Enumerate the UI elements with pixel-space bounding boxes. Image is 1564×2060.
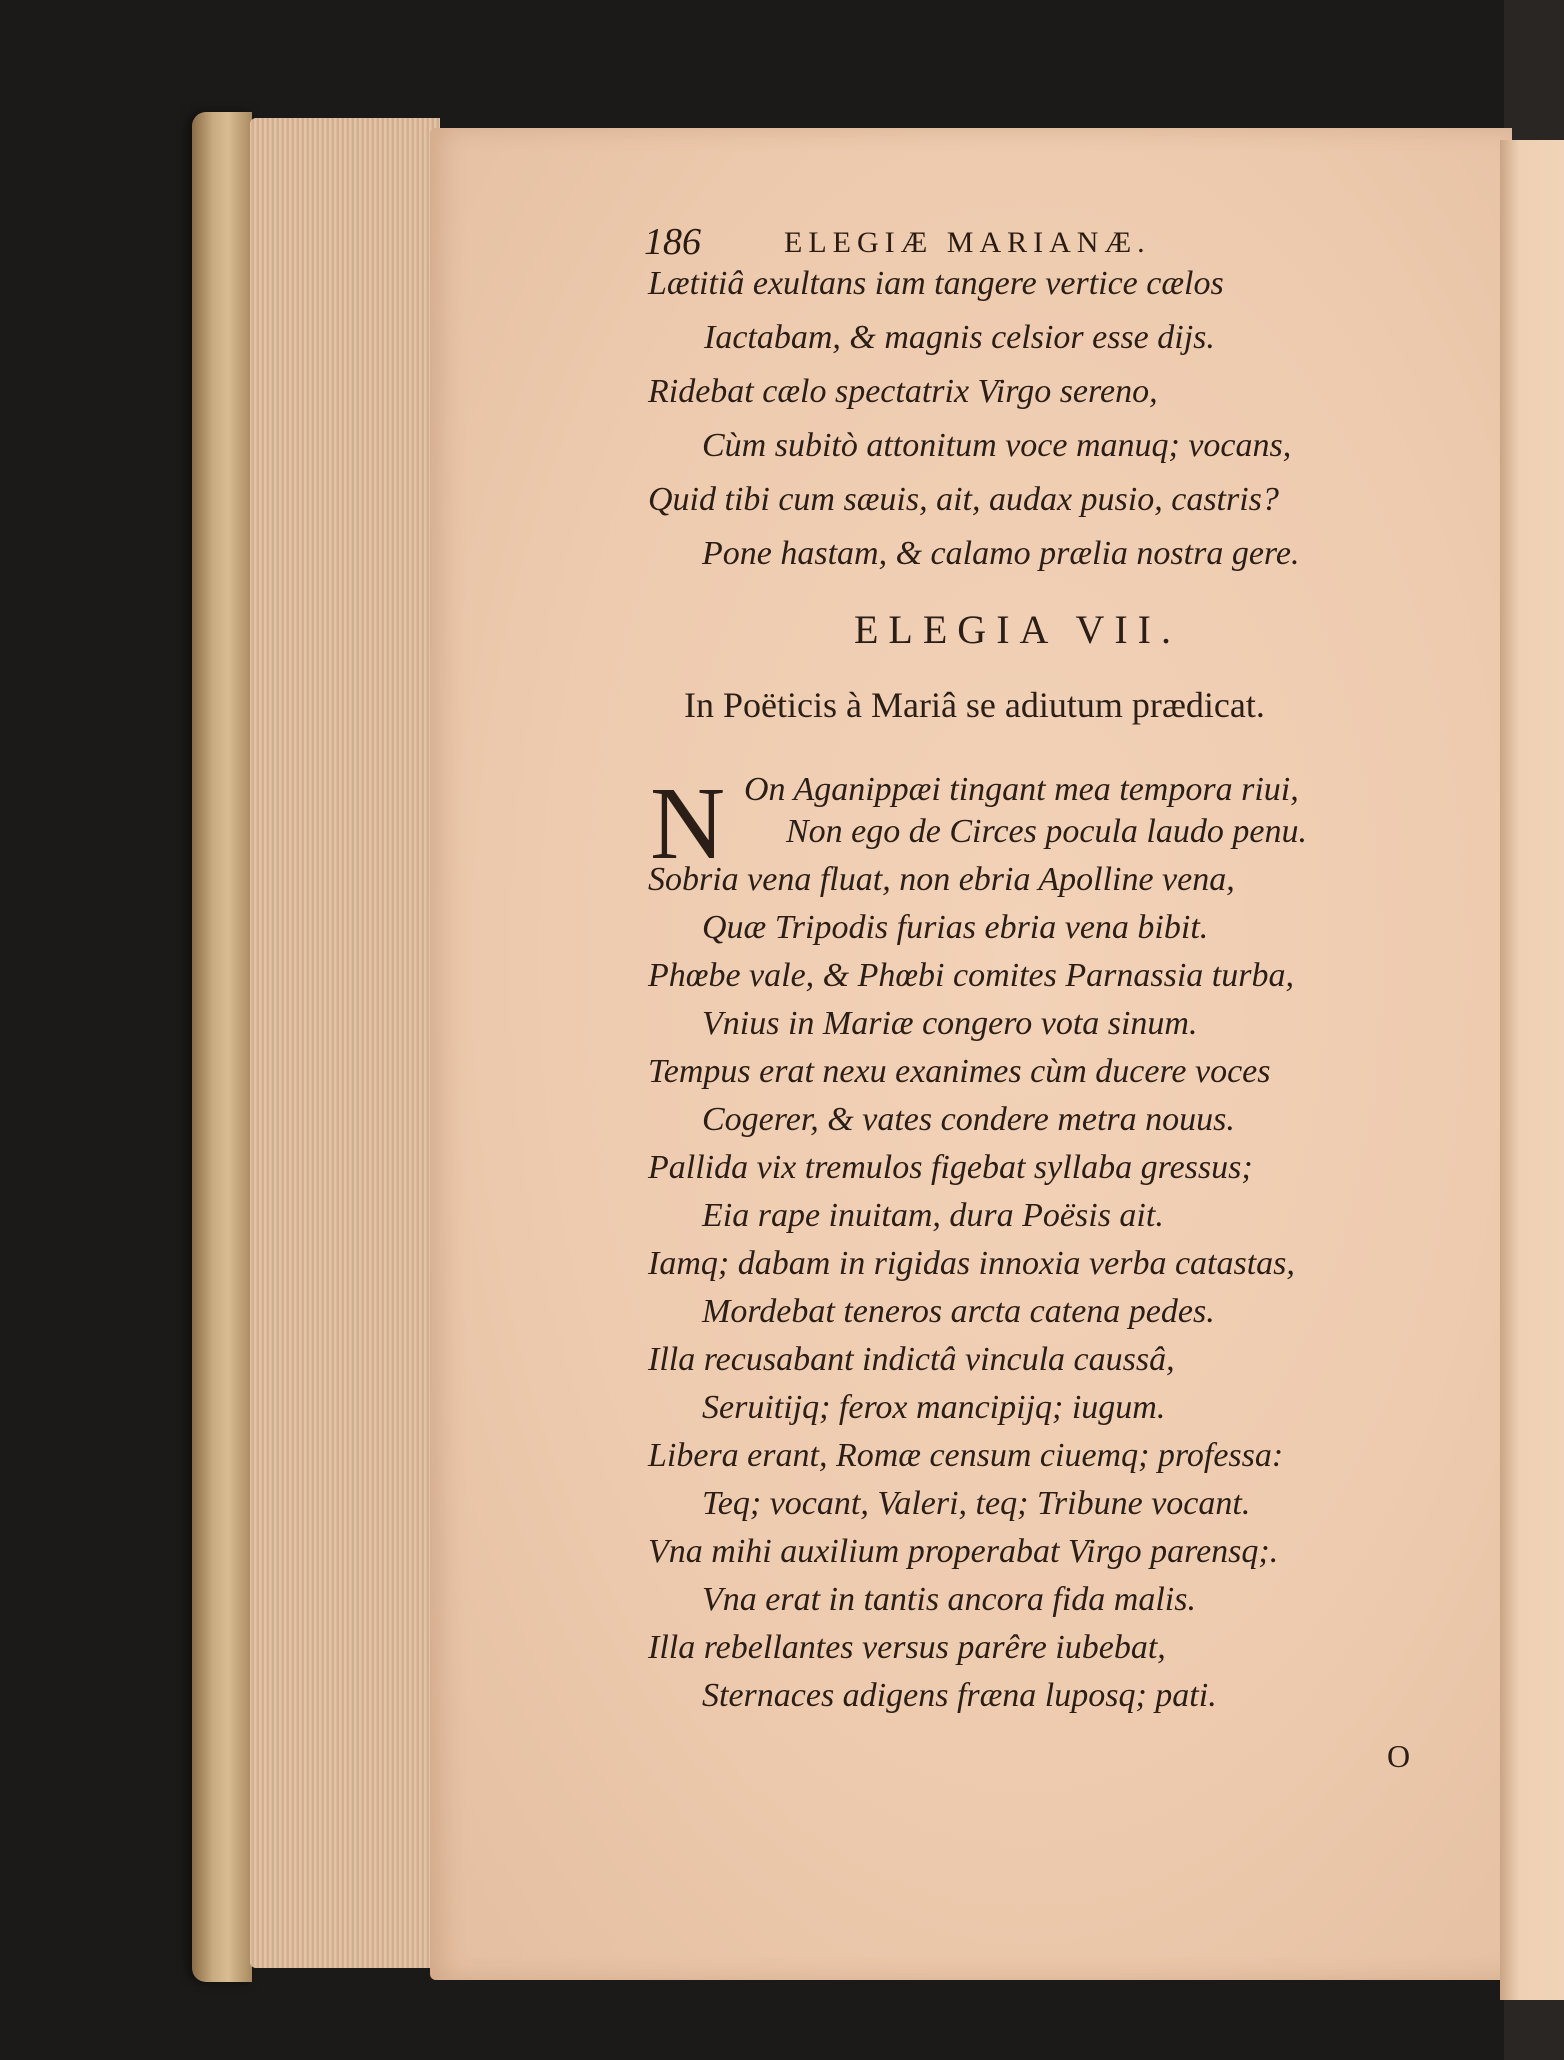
catchword: O	[1387, 1738, 1411, 1774]
verse-line: Pone hastam, & calamo prælia nostra gere.	[702, 535, 1300, 572]
verse-line: Pallida vix tremulos figebat syllaba gressus;	[648, 1149, 1253, 1186]
elegia-heading: ELEGIA VII.	[854, 607, 1181, 652]
verse-line: Quæ Tripodis furias ebria vena bibit.	[702, 909, 1209, 946]
running-title: ELEGIÆ MARIANÆ.	[784, 226, 1151, 259]
verse-line: Vna mihi auxilium properabat Virgo parensq;.	[648, 1533, 1279, 1570]
verse-line: Vnius in Mariæ congero vota sinum.	[702, 1005, 1198, 1042]
verse-line: Phœbe vale, & Phœbi comites Parnassia turba,	[648, 957, 1294, 994]
verse-line: Teq; vocant, Valeri, teq; Tribune vocant.	[702, 1485, 1251, 1522]
verse-line: Seruitijq; ferox mancipijq; iugum.	[702, 1389, 1166, 1426]
verse-line: Iamq; dabam in rigidas innoxia verba catastas,	[648, 1245, 1295, 1282]
verse-line: Illa recusabant indictâ vincula caussâ,	[648, 1341, 1175, 1378]
verse-line: Sternaces adigens fræna luposq; pati.	[702, 1677, 1217, 1714]
verse-line: Mordebat teneros arcta catena pedes.	[702, 1293, 1215, 1330]
verse-line: Non ego de Circes pocula laudo penu.	[786, 813, 1307, 850]
verse-line: On Aganippæi tingant mea tempora riui,	[744, 771, 1299, 808]
verse-line: Illa rebellantes versus parêre iubebat,	[648, 1629, 1166, 1666]
verse-line: Lætitiâ exultans iam tangere vertice cælos	[648, 265, 1224, 302]
verse-line: Sobria vena fluat, non ebria Apolline vena,	[648, 861, 1235, 898]
verse-line: Tempus erat nexu exanimes cùm ducere voces	[648, 1053, 1271, 1090]
verse-line: Cùm subitò attonitum voce manuq; vocans,	[702, 427, 1292, 464]
verse-line: Ridebat cælo spectatrix Virgo sereno,	[648, 373, 1158, 410]
verse-line: Eia rape inuitam, dura Poësis ait.	[702, 1197, 1164, 1234]
verse-line: Libera erant, Romæ censum ciuemq; professa:	[648, 1437, 1284, 1474]
verse-line: Quid tibi cum sæuis, ait, audax pusio, castris?	[648, 481, 1279, 518]
elegia-argument: In Poëticis à Mariâ se adiutum prædicat.	[684, 685, 1265, 725]
page-number: 186	[644, 221, 701, 263]
verse-line: Vna erat in tantis ancora fida malis.	[702, 1581, 1196, 1618]
drop-cap: N	[650, 766, 726, 881]
verse-line: Cogerer, & vates condere metra nouus.	[702, 1101, 1235, 1138]
verse-line: Iactabam, & magnis celsior esse dijs.	[704, 319, 1215, 356]
